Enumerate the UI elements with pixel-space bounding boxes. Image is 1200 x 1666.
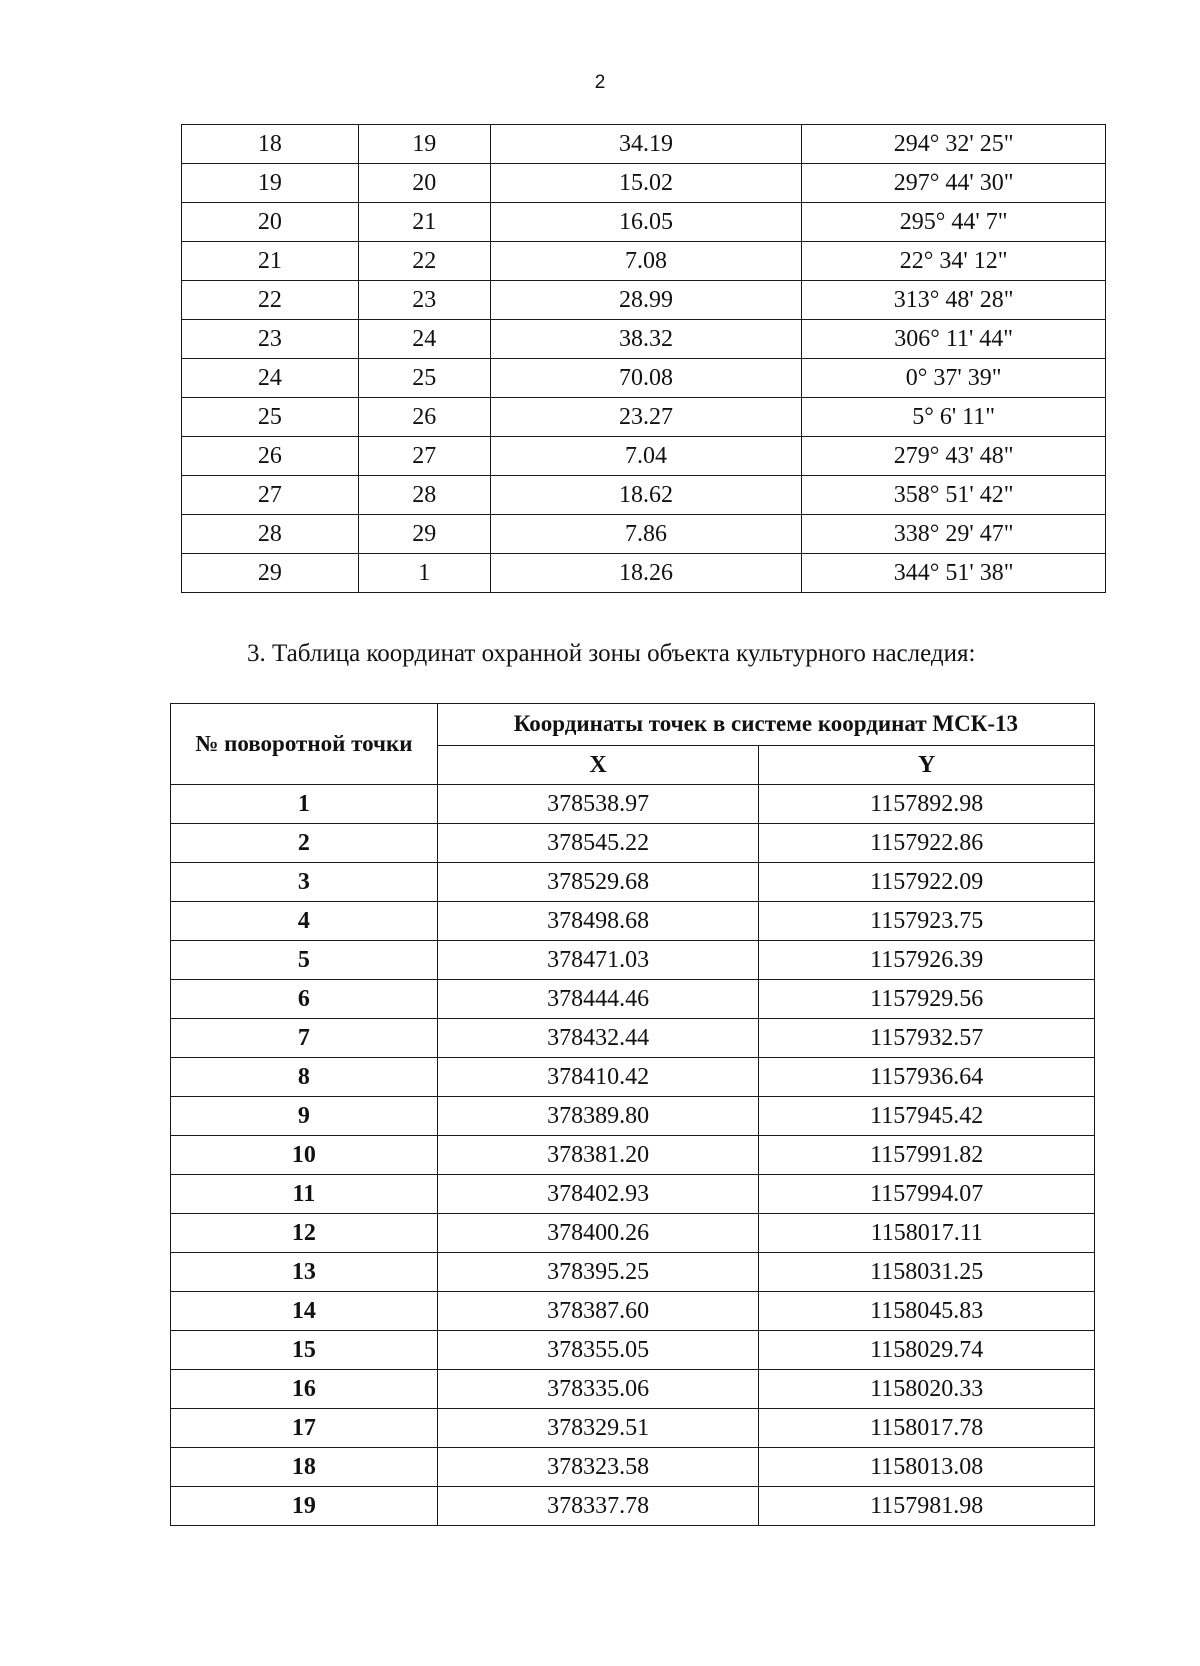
y-coordinate-cell: 1158031.25 — [759, 1253, 1095, 1292]
point-number-cell: 17 — [171, 1409, 438, 1448]
y-coordinate-cell: 1157926.39 — [759, 941, 1095, 980]
segment-length-cell: 7.86 — [490, 515, 802, 554]
table-row — [171, 1409, 1095, 1448]
table-row — [171, 1136, 1095, 1175]
table-row — [182, 164, 1106, 203]
table-row — [171, 902, 1095, 941]
segment-to-cell: 28 — [358, 476, 490, 515]
y-coordinate-cell: 1157892.98 — [759, 785, 1095, 824]
point-number-cell: 10 — [171, 1136, 438, 1175]
y-coordinate-cell: 1157991.82 — [759, 1136, 1095, 1175]
table-row — [182, 398, 1106, 437]
segment-angle-cell: 295° 44' 7" — [802, 203, 1106, 242]
point-number-cell: 11 — [171, 1175, 438, 1214]
x-coordinate-cell: 378402.93 — [437, 1175, 759, 1214]
segment-length-cell: 15.02 — [490, 164, 802, 203]
point-number-cell: 3 — [171, 863, 438, 902]
segment-from-cell: 26 — [182, 437, 359, 476]
y-coordinate-cell: 1157923.75 — [759, 902, 1095, 941]
x-coordinate-cell: 378335.06 — [437, 1370, 759, 1409]
table-row — [171, 1370, 1095, 1409]
y-column-header: Y — [759, 745, 1095, 785]
point-number-cell: 6 — [171, 980, 438, 1019]
table-row — [182, 125, 1106, 164]
x-coordinate-cell: 378400.26 — [437, 1214, 759, 1253]
point-number-cell: 9 — [171, 1097, 438, 1136]
header-row — [171, 704, 1095, 746]
x-coordinate-cell: 378545.22 — [437, 824, 759, 863]
segment-angle-cell: 297° 44' 30" — [802, 164, 1106, 203]
y-coordinate-cell: 1158029.74 — [759, 1331, 1095, 1370]
y-coordinate-cell: 1158013.08 — [759, 1448, 1095, 1487]
x-coordinate-cell: 378355.05 — [437, 1331, 759, 1370]
coordinates-table — [170, 703, 1095, 1526]
x-coordinate-cell: 378444.46 — [437, 980, 759, 1019]
table-row — [182, 242, 1106, 281]
x-coordinate-cell: 378410.42 — [437, 1058, 759, 1097]
segment-angle-cell: 338° 29' 47" — [802, 515, 1106, 554]
table-row — [171, 941, 1095, 980]
table-row — [171, 980, 1095, 1019]
segment-from-cell: 23 — [182, 320, 359, 359]
x-coordinate-cell: 378323.58 — [437, 1448, 759, 1487]
table-row — [182, 320, 1106, 359]
segment-to-cell: 21 — [358, 203, 490, 242]
segment-angle-cell: 5° 6' 11" — [802, 398, 1106, 437]
segment-angle-cell: 313° 48' 28" — [802, 281, 1106, 320]
segment-from-cell: 25 — [182, 398, 359, 437]
y-coordinate-cell: 1157922.09 — [759, 863, 1095, 902]
y-coordinate-cell: 1157936.64 — [759, 1058, 1095, 1097]
segment-from-cell: 29 — [182, 554, 359, 593]
segment-from-cell: 22 — [182, 281, 359, 320]
y-coordinate-cell: 1157945.42 — [759, 1097, 1095, 1136]
segment-length-cell: 70.08 — [490, 359, 802, 398]
segment-angle-cell: 279° 43' 48" — [802, 437, 1106, 476]
segment-to-cell: 22 — [358, 242, 490, 281]
table-row — [171, 1487, 1095, 1526]
segment-from-cell: 20 — [182, 203, 359, 242]
x-coordinate-cell: 378432.44 — [437, 1019, 759, 1058]
x-coordinate-cell: 378329.51 — [437, 1409, 759, 1448]
segments-table-body — [182, 125, 1106, 593]
segment-length-cell: 34.19 — [490, 125, 802, 164]
y-coordinate-cell: 1157929.56 — [759, 980, 1095, 1019]
x-coordinate-cell: 378389.80 — [437, 1097, 759, 1136]
table-row — [182, 203, 1106, 242]
y-coordinate-cell: 1158017.78 — [759, 1409, 1095, 1448]
segment-angle-cell: 358° 51' 42" — [802, 476, 1106, 515]
segment-angle-cell: 344° 51' 38" — [802, 554, 1106, 593]
table-row — [182, 437, 1106, 476]
coordinate-system-header: Координаты точек в системе координат МСК-13 — [437, 704, 1094, 746]
point-number-cell: 15 — [171, 1331, 438, 1370]
segment-to-cell: 27 — [358, 437, 490, 476]
coordinates-table-body — [171, 785, 1095, 1526]
segment-to-cell: 24 — [358, 320, 490, 359]
table-row — [182, 281, 1106, 320]
segment-length-cell: 7.08 — [490, 242, 802, 281]
point-number-cell: 4 — [171, 902, 438, 941]
table-row — [171, 824, 1095, 863]
segment-from-cell: 24 — [182, 359, 359, 398]
x-column-header: X — [437, 745, 759, 785]
y-coordinate-cell: 1157981.98 — [759, 1487, 1095, 1526]
segment-from-cell: 27 — [182, 476, 359, 515]
segment-angle-cell: 306° 11' 44" — [802, 320, 1106, 359]
segment-length-cell: 38.32 — [490, 320, 802, 359]
segment-from-cell: 18 — [182, 125, 359, 164]
segment-to-cell: 23 — [358, 281, 490, 320]
segment-angle-cell: 294° 32' 25" — [802, 125, 1106, 164]
point-number-cell: 12 — [171, 1214, 438, 1253]
x-coordinate-cell: 378337.78 — [437, 1487, 759, 1526]
point-number-cell: 14 — [171, 1292, 438, 1331]
point-number-cell: 16 — [171, 1370, 438, 1409]
segment-length-cell: 18.62 — [490, 476, 802, 515]
segment-from-cell: 28 — [182, 515, 359, 554]
segment-from-cell: 19 — [182, 164, 359, 203]
segment-to-cell: 1 — [358, 554, 490, 593]
table-row — [182, 359, 1106, 398]
point-number-cell: 1 — [171, 785, 438, 824]
table-row — [182, 515, 1106, 554]
x-coordinate-cell: 378381.20 — [437, 1136, 759, 1175]
table-row — [171, 863, 1095, 902]
segment-to-cell: 20 — [358, 164, 490, 203]
segment-length-cell: 7.04 — [490, 437, 802, 476]
segment-length-cell: 28.99 — [490, 281, 802, 320]
x-coordinate-cell: 378387.60 — [437, 1292, 759, 1331]
y-coordinate-cell: 1157994.07 — [759, 1175, 1095, 1214]
segment-length-cell: 16.05 — [490, 203, 802, 242]
point-number-cell: 18 — [171, 1448, 438, 1487]
x-coordinate-cell: 378395.25 — [437, 1253, 759, 1292]
section-title: 3. Таблица координат охранной зоны объекта культурного наследия: — [247, 640, 976, 667]
x-coordinate-cell: 378529.68 — [437, 863, 759, 902]
segment-to-cell: 26 — [358, 398, 490, 437]
table-row — [171, 1175, 1095, 1214]
segment-to-cell: 19 — [358, 125, 490, 164]
table-row — [182, 476, 1106, 515]
segment-length-cell: 18.26 — [490, 554, 802, 593]
point-number-cell: 13 — [171, 1253, 438, 1292]
table-row — [171, 1214, 1095, 1253]
segment-from-cell: 21 — [182, 242, 359, 281]
point-number-cell: 2 — [171, 824, 438, 863]
segment-to-cell: 29 — [358, 515, 490, 554]
point-number-cell: 5 — [171, 941, 438, 980]
table-row — [182, 554, 1106, 593]
y-coordinate-cell: 1158017.11 — [759, 1214, 1095, 1253]
y-coordinate-cell: 1158020.33 — [759, 1370, 1095, 1409]
y-coordinate-cell: 1157922.86 — [759, 824, 1095, 863]
segment-length-cell: 23.27 — [490, 398, 802, 437]
x-coordinate-cell: 378498.68 — [437, 902, 759, 941]
point-number-header: № поворотной точки — [171, 704, 438, 785]
segment-to-cell: 25 — [358, 359, 490, 398]
table-row — [171, 1253, 1095, 1292]
table-row — [171, 785, 1095, 824]
table-row — [171, 1019, 1095, 1058]
table-row — [171, 1448, 1095, 1487]
segment-angle-cell: 0° 37' 39" — [802, 359, 1106, 398]
table-row — [171, 1292, 1095, 1331]
table-row — [171, 1058, 1095, 1097]
x-coordinate-cell: 378471.03 — [437, 941, 759, 980]
table-row — [171, 1331, 1095, 1370]
point-number-cell: 19 — [171, 1487, 438, 1526]
coordinates-table-header — [171, 704, 1095, 785]
segment-angle-cell: 22° 34' 12" — [802, 242, 1106, 281]
point-number-cell: 8 — [171, 1058, 438, 1097]
y-coordinate-cell: 1158045.83 — [759, 1292, 1095, 1331]
page-number: 2 — [594, 72, 606, 93]
table-row — [171, 1097, 1095, 1136]
point-number-cell: 7 — [171, 1019, 438, 1058]
segments-table — [181, 124, 1106, 593]
y-coordinate-cell: 1157932.57 — [759, 1019, 1095, 1058]
x-coordinate-cell: 378538.97 — [437, 785, 759, 824]
